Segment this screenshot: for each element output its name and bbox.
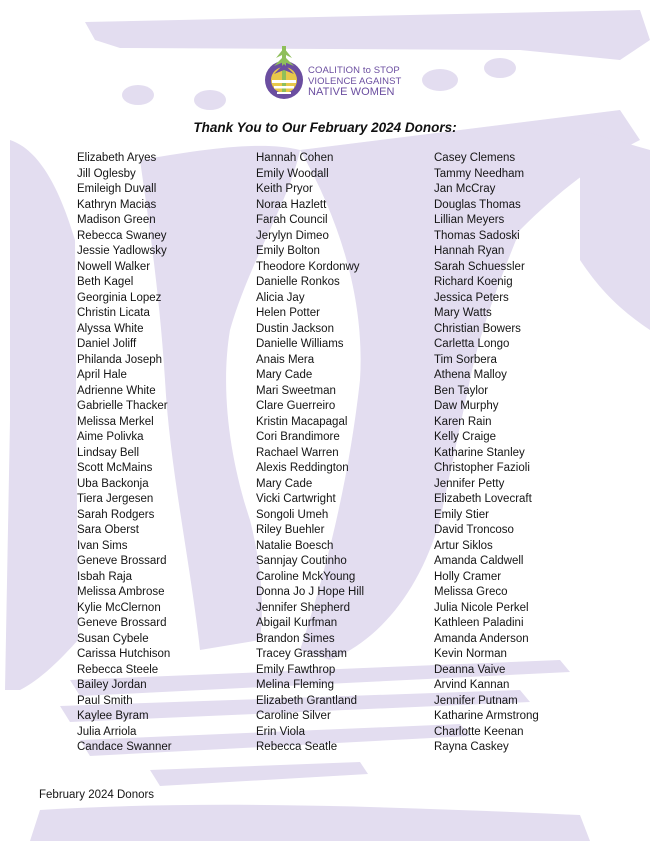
donor-name: Bailey Jordan — [77, 679, 147, 691]
donor-name: Lindsay Bell — [77, 446, 140, 459]
organization-logo — [262, 40, 402, 106]
donor-name: Uba Backonja — [77, 477, 149, 490]
donor-name: Anais Mera — [256, 353, 315, 366]
donor-name: Lillian Meyers — [434, 214, 505, 226]
donor-name: Jessica Peters — [434, 291, 509, 304]
donor-name: David Troncoso — [434, 524, 514, 536]
donor-name: Alyssa White — [77, 322, 144, 335]
donor-name: Melissa Merkel — [77, 415, 154, 428]
donor-name: Kelly Craige — [434, 431, 496, 443]
donor-name: Jennifer Shepherd — [256, 601, 350, 614]
donor-name: Geneve Brossard — [77, 555, 167, 567]
donor-name: Kristin Macapagal — [256, 415, 348, 428]
donor-name: Jennifer Putnam — [434, 694, 518, 707]
donor-name: Alicia Jay — [256, 291, 305, 304]
donor-name: Kathryn Macias — [77, 198, 157, 211]
watermark-dot — [484, 58, 516, 78]
watermark-right-feather — [580, 130, 650, 330]
donor-name: Cori Brandimore — [256, 431, 340, 443]
donor-name: Kevin Norman — [434, 648, 507, 660]
donor-name: Rachael Warren — [256, 446, 339, 459]
donor-name: Mary Watts — [434, 307, 492, 319]
donor-name: Sannjay Coutinho — [256, 555, 347, 567]
donor-name: Tracey Grassham — [256, 648, 347, 660]
watermark-stripe — [150, 762, 368, 786]
logo-line: COALITION to STOP — [308, 65, 400, 76]
donor-name: Emily Fawthrop — [256, 663, 336, 676]
donor-name: Caroline MckYoung — [256, 570, 356, 583]
donor-name: Tiera Jergesen — [77, 493, 154, 505]
page-title: Thank You to Our February 2024 Donors: — [193, 120, 457, 135]
donor-name: Charlotte Keenan — [434, 725, 524, 738]
donor-name: Emily Bolton — [256, 245, 320, 257]
donor-name: Emileigh Duvall — [77, 183, 157, 195]
donor-name: Katharine Armstrong — [434, 710, 539, 722]
donor-name: Vicki Cartwright — [256, 493, 336, 505]
donor-name: Kaylee Byram — [77, 710, 149, 722]
donor-name: Elizabeth Aryes — [77, 152, 157, 164]
donor-name: Geneve Brossard — [77, 617, 167, 629]
donor-name: Farah Council — [256, 214, 328, 226]
watermark-dot — [194, 90, 226, 110]
watermark-dot — [422, 69, 458, 91]
donor-name: Carissa Hutchison — [77, 648, 171, 660]
donor-name: Amanda Anderson — [434, 632, 529, 645]
donor-name: Kathleen Paladini — [434, 617, 524, 629]
donor-name: Adrienne White — [77, 384, 156, 397]
donor-name: Sarah Rodgers — [77, 508, 155, 521]
donor-name: Christopher Fazioli — [434, 462, 530, 474]
donor-name: Gabrielle Thacker — [77, 400, 168, 412]
donor-name: Madison Green — [77, 214, 156, 226]
donor-name: Athena Malloy — [434, 369, 507, 381]
donor-name: Nowell Walker — [77, 260, 151, 273]
donor-name: Natalie Boesch — [256, 539, 334, 552]
donor-name: Clare Guerreiro — [256, 400, 336, 412]
donor-name: Beth Kagel — [77, 276, 134, 288]
donor-name: Rebecca Steele — [77, 663, 159, 676]
donor-name: Daniel Joliff — [77, 338, 137, 350]
donor-name: Jerylyn Dimeo — [256, 229, 329, 242]
donor-name: Noraa Hazlett — [256, 198, 327, 211]
donor-name: Deanna Vaive — [434, 663, 506, 676]
logo-line: NATIVE WOMEN — [308, 86, 395, 98]
donor-name: Dustin Jackson — [256, 322, 334, 335]
donor-name: Christian Bowers — [434, 322, 521, 335]
logo-wordmark — [308, 65, 402, 98]
donor-name: Karen Rain — [434, 415, 492, 428]
donor-name: Scott McMains — [77, 462, 153, 474]
donor-column-2 — [256, 151, 364, 756]
donor-name: Paul Smith — [77, 694, 133, 707]
donor-name: Ivan Sims — [77, 539, 128, 552]
donor-name: Philanda Joseph — [77, 353, 163, 366]
donor-name: Sarah Schuessler — [434, 260, 525, 273]
donor-name: Emily Woodall — [256, 167, 329, 180]
donor-name: Melissa Ambrose — [77, 586, 165, 598]
donor-name: Carletta Longo — [434, 338, 510, 350]
donor-name: Erin Viola — [256, 725, 306, 738]
donor-name: Danielle Ronkos — [256, 276, 340, 288]
watermark-left-arch — [5, 140, 78, 690]
donor-name: Aime Polivka — [77, 431, 144, 443]
donor-name: Theodore Kordonwy — [256, 260, 360, 273]
donor-column-3 — [434, 151, 539, 756]
donor-name: Richard Koenig — [434, 276, 513, 288]
donor-name: Amanda Caldwell — [434, 555, 524, 567]
donor-name: Mary Cade — [256, 369, 313, 381]
donor-name: Douglas Thomas — [434, 198, 521, 211]
donor-name: Caroline Silver — [256, 710, 331, 722]
donor-name: Rebecca Seatle — [256, 741, 338, 753]
watermark-bottom-band — [30, 805, 590, 841]
donor-name: Isbah Raja — [77, 570, 132, 583]
donor-name: Jan McCray — [434, 183, 496, 195]
donor-name: April Hale — [77, 369, 127, 381]
donor-name: Songoli Umeh — [256, 508, 329, 521]
donor-name: Sara Oberst — [77, 524, 139, 536]
donor-name: Georginia Lopez — [77, 291, 162, 304]
donor-name: Helen Potter — [256, 307, 320, 319]
donor-name: Brandon Simes — [256, 632, 335, 645]
donor-name: Jessie Yadlowsky — [77, 245, 167, 257]
donor-name: Hannah Ryan — [434, 245, 505, 257]
donor-name: Katharine Stanley — [434, 446, 525, 459]
donor-name: Holly Cramer — [434, 570, 502, 583]
donor-name: Christin Licata — [77, 307, 150, 319]
donor-name: Alexis Reddington — [256, 462, 349, 474]
donor-name: Melissa Greco — [434, 586, 508, 598]
donor-name: Rebecca Swaney — [77, 229, 167, 242]
donor-name: Artur Siklos — [434, 539, 493, 552]
donor-name: Danielle Williams — [256, 338, 344, 350]
logo-emblem-icon — [262, 40, 306, 106]
donor-name: Jill Oglesby — [77, 167, 136, 180]
donor-name: Thomas Sadoski — [434, 229, 520, 242]
donor-name: Jennifer Petty — [434, 477, 505, 490]
donor-name: Elizabeth Lovecraft — [434, 493, 532, 505]
donor-name: Daw Murphy — [434, 400, 499, 412]
donor-name: Mary Cade — [256, 477, 313, 490]
donor-name: Ben Taylor — [434, 384, 489, 397]
donor-name: Susan Cybele — [77, 632, 149, 645]
logo-line: VIOLENCE AGAINST — [308, 75, 402, 87]
donor-name: Julia Arriola — [77, 725, 137, 738]
donor-name: Mari Sweetman — [256, 384, 336, 397]
donor-name: Riley Buehler — [256, 524, 325, 536]
donor-name: Tim Sorbera — [434, 353, 497, 366]
page-footer: February 2024 Donors — [39, 789, 155, 801]
donor-name: Hannah Cohen — [256, 152, 334, 164]
donor-name: Kylie McClernon — [77, 601, 161, 614]
donor-column-1 — [77, 151, 172, 756]
donor-name: Emily Stier — [434, 508, 489, 521]
donor-name: Elizabeth Grantland — [256, 694, 358, 707]
donor-name: Julia Nicole Perkel — [434, 601, 529, 614]
donor-name: Abigail Kurfman — [256, 617, 338, 629]
donor-name: Arvind Kannan — [434, 679, 510, 691]
donor-name: Rayna Caskey — [434, 741, 509, 753]
donor-name: Candace Swanner — [77, 741, 172, 753]
donor-name: Casey Clemens — [434, 152, 516, 164]
donor-name: Donna Jo J Hope Hill — [256, 586, 365, 598]
watermark-dot — [122, 85, 154, 105]
donor-name: Keith Pryor — [256, 183, 313, 195]
donor-name: Melina Fleming — [256, 679, 334, 691]
donor-name: Tammy Needham — [434, 167, 525, 180]
